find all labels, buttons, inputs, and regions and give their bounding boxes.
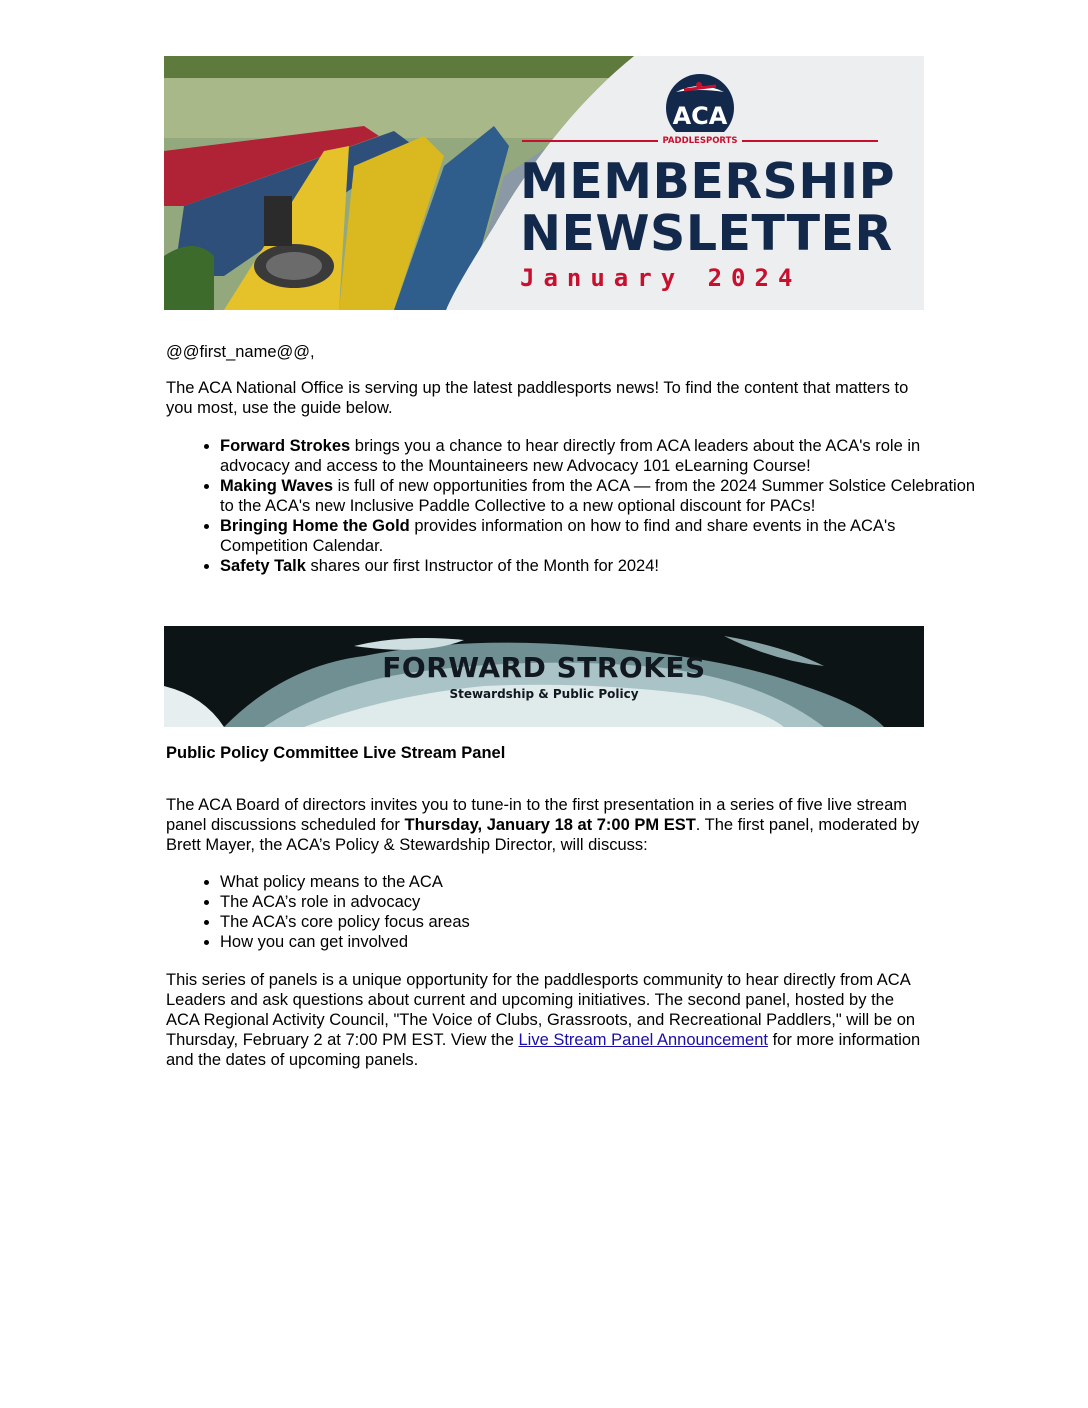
header-rule-right [742,140,878,142]
content-guide-list [166,436,978,576]
title-line-2: NEWSLETTER [520,205,893,262]
newsletter-header-banner [164,56,924,310]
live-stream-announcement-link[interactable]: Live Stream Panel Announcement [518,1031,768,1049]
section-paragraph-2 [166,970,924,1070]
title-line-1: MEMBERSHIP [520,153,895,210]
banner-title: FORWARD STROKES [382,651,706,684]
guide-item-title: Making Waves [220,477,334,495]
topic-item: • How you can get involved [220,932,978,952]
topic-item: • The ACA’s role in advocacy [220,892,978,912]
aca-logo [662,74,738,150]
guide-item-title: Safety Talk [220,557,306,575]
guide-item-text: brings you a chance to hear directly from ACA leaders about the ACA's role in advocacy and access to the Mountaineers new Advocacy 101 eLearning Course! [220,437,921,475]
newsletter-date: January 2024 [520,264,802,292]
header-rule-left [522,140,658,142]
newsletter-title [520,153,910,262]
section-paragraph-1 [166,795,924,855]
guide-item-text: is full of new opportunities from the ACA — from the 2024 Summer Solstice Celebration to the ACA's new Inclusive Paddle Collective to a new optional discount for PACs! [220,477,976,515]
guide-item-text: provides information on how to find and share events in the ACA's Competition Calendar. [220,517,896,555]
logo-subtext: PADDLESPORTS [662,136,738,146]
topic-item: • The ACA’s core policy focus areas [220,912,978,932]
topic-item: • What policy means to the ACA [220,872,978,892]
greeting: @@first_name@@, [166,343,315,361]
paragraph-text: This series of panels is a unique opportunity for the paddlesports community to hear directly from ACA Leaders and ask questions about current and upcoming initiatives. The second panel, hosted by the ACA Regional Activity Council, "The Voice of Clubs, Grassroots, and Recreational Paddlers," will be on Thursday, February 2 at 7:00 PM EST. View the [166,971,916,1049]
banner-subtitle: Stewardship & Public Policy [449,687,639,701]
guide-item-title: Bringing Home the Gold [220,517,410,535]
guide-item-text: shares our first Instructor of the Month for 2024! [305,557,659,575]
intro-paragraph: The ACA National Office is serving up the latest paddlesports news! To find the content that matters to you most, use the guide below. [166,379,909,417]
paragraph-text: . The first panel, moderated by Brett Mayer, the ACA’s Policy & Stewardship Director, will discuss: [166,816,920,854]
paragraph-text: for more information and the dates of upcoming panels. [166,1031,921,1069]
guide-item-title: Forward Strokes [220,437,351,455]
guide-item [220,476,978,516]
guide-item [220,436,978,476]
paragraph-text: The ACA Board of directors invites you to tune-in to the first presentation in a series of five live stream panel discussions scheduled for [166,796,908,834]
event-date-emphasis: Thursday, January 18 at 7:00 PM EST [404,816,696,834]
logo-text: ACA [672,102,728,130]
guide-item [220,516,978,556]
section-heading: Public Policy Committee Live Stream Panel [166,744,506,762]
forward-strokes-banner [164,626,924,727]
discussion-topics-list [166,872,978,952]
guide-item [220,556,978,576]
